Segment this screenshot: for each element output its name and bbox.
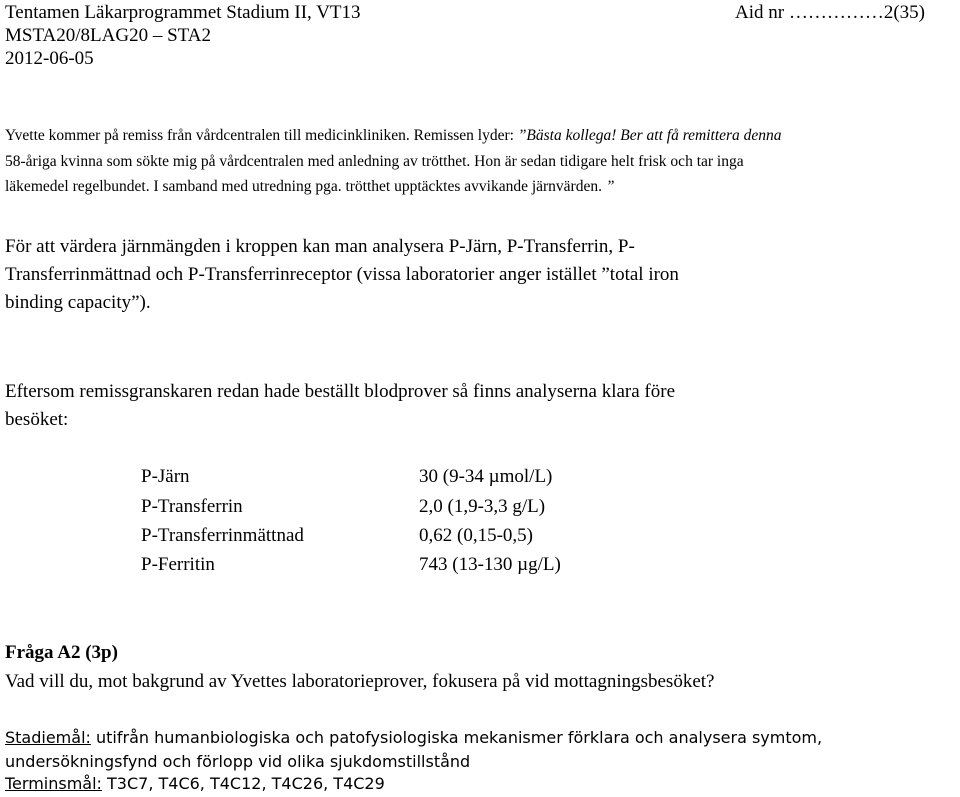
- exam-date: 2012-06-05: [5, 48, 94, 69]
- question-text: Vad vill du, mot bakgrund av Yvettes laboratorieprover, fokusera på vid mottagningsbesöket?: [5, 671, 715, 692]
- term-goal-line: [5, 773, 385, 794]
- question-title: Fråga A2 (3p): [5, 642, 118, 663]
- intro-line-1: [5, 125, 782, 146]
- aid-number: Aid nr ……………2(35): [735, 2, 925, 23]
- term-goal-text: T3C7, T4C6, T4C12, T4C26, T4C29: [101, 774, 385, 793]
- intro-line-1-plain: Yvette kommer på remiss från vårdcentralen till medicinkliniken. Remissen lyder:: [5, 127, 518, 144]
- intro-line-2: 58-åriga kvinna som sökte mig på vårdcentralen med anledning av trötthet. Hon är sedan tidigare helt frisk och tar inga: [5, 153, 744, 170]
- lab-value: 2,0 (1,9-3,3 g/L): [419, 496, 546, 517]
- stadium-goal-text: utifrån humanbiologiska och patofysiologiska mekanismer förklara och analysera symtom,: [90, 728, 823, 747]
- paragraph1-line-1: För att värdera järnmängden i kroppen kan man analysera P-Järn, P-Transferrin, P-: [5, 236, 635, 257]
- lab-value: 30 (9-34 µmol/L): [419, 466, 553, 487]
- lab-name: P-Transferrinmättnad: [141, 525, 304, 546]
- paragraph1-line-3: binding capacity”).: [5, 292, 151, 313]
- term-goal-label: Terminsmål:: [5, 774, 102, 793]
- stadium-goal-line-2: undersökningsfynd och förlopp vid olika sjukdomstillstånd: [5, 752, 471, 771]
- lab-name: P-Ferritin: [141, 554, 215, 575]
- intro-line-1-italic: ”Bästa kollega! Ber att få remittera denna: [517, 127, 782, 144]
- course-code: MSTA20/8LAG20 – STA2: [5, 25, 211, 46]
- stadium-goal-line-1: [5, 727, 822, 748]
- paragraph2-line-2: besöket:: [5, 409, 69, 430]
- lab-value: 0,62 (0,15-0,5): [419, 525, 533, 546]
- paragraph2-line-1: Eftersom remissgranskaren redan hade beställt blodprover så finns analyserna klara före: [5, 381, 676, 402]
- intro-line-3-text: läkemedel regelbundet. I samband med utredning pga. trötthet upptäcktes avvikande järnvärden.: [5, 178, 602, 195]
- exam-title: Tentamen Läkarprogrammet Stadium II, VT13: [5, 2, 361, 23]
- lab-value: 743 (13-130 µg/L): [419, 554, 561, 575]
- lab-name: P-Järn: [141, 466, 190, 487]
- paragraph1-line-2: Transferrinmättnad och P-Transferrinreceptor (vissa laboratorier anger istället ”total iron: [5, 264, 679, 285]
- lab-name: P-Transferrin: [141, 496, 243, 517]
- stadium-goal-label: Stadiemål:: [5, 728, 91, 747]
- intro-line-3: [5, 176, 614, 197]
- intro-line-3-quote: ”: [605, 178, 615, 195]
